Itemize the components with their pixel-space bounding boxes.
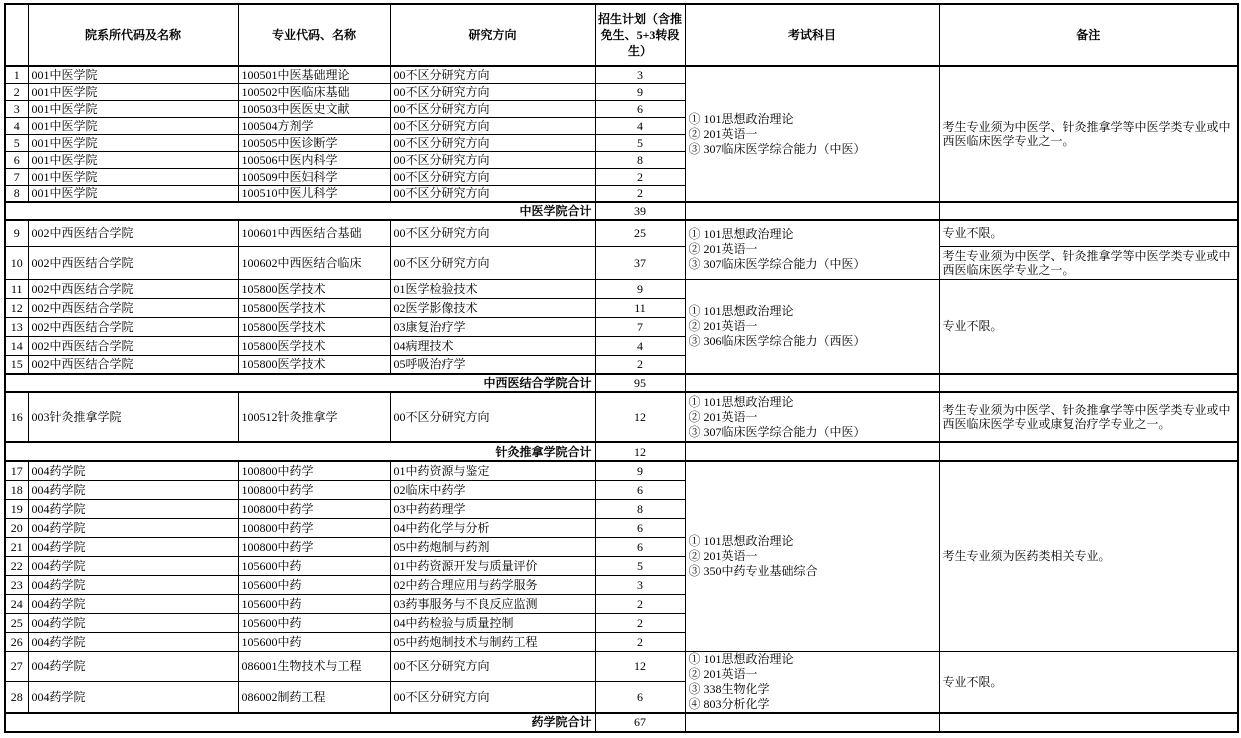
cell-major: 100800中药学	[238, 461, 390, 480]
subtotal-remark-cell	[939, 713, 1238, 732]
cell-row-number: 15	[5, 355, 28, 374]
cell-dept: 002中西医结合学院	[28, 355, 238, 374]
cell-major: 100800中药学	[238, 480, 390, 499]
subtotal-label: 药学院合计	[5, 713, 595, 732]
cell-plan-value: 9	[595, 83, 685, 100]
cell-row-number: 22	[5, 556, 28, 575]
cell-remark: 考生专业须为医药类相关专业。	[939, 461, 1238, 651]
cell-remark: 专业不限。	[939, 220, 1238, 246]
cell-major: 100504方剂学	[238, 117, 390, 134]
exam-subject-line: ③ 307临床医学综合能力（中医）	[688, 257, 866, 272]
cell-plan-value: 8	[595, 151, 685, 168]
header-row	[5, 4, 1238, 66]
exam-subject-line: ③ 338生物化学	[688, 681, 770, 696]
subtotal-plan-value: 39	[595, 202, 685, 220]
cell-row-number: 23	[5, 575, 28, 594]
cell-remark: 专业不限。	[939, 279, 1238, 374]
cell-plan-value: 12	[595, 651, 685, 682]
cell-direction: 00不区分研究方向	[390, 134, 595, 151]
cell-plan-value: 11	[595, 298, 685, 317]
cell-dept: 004药学院	[28, 499, 238, 518]
cell-direction: 02医学影像技术	[390, 298, 595, 317]
cell-major: 100505中医诊断学	[238, 134, 390, 151]
cell-major: 105800医学技术	[238, 355, 390, 374]
cell-row-number: 6	[5, 151, 28, 168]
exam-subject-line: ③ 306临床医学综合能力（西医）	[688, 333, 866, 348]
cell-major: 100501中医基础理论	[238, 66, 390, 83]
cell-direction: 00不区分研究方向	[390, 220, 595, 246]
cell-row-number: 25	[5, 613, 28, 632]
subtotal-plan-value: 67	[595, 713, 685, 732]
cell-direction: 00不区分研究方向	[390, 168, 595, 185]
cell-direction: 00不区分研究方向	[390, 185, 595, 202]
cell-plan-value: 2	[595, 632, 685, 651]
cell-direction: 04中药化学与分析	[390, 518, 595, 537]
cell-row-number: 5	[5, 134, 28, 151]
cell-row-number: 14	[5, 336, 28, 355]
subtotal-row	[5, 202, 1238, 220]
cell-plan-value: 6	[595, 100, 685, 117]
cell-dept: 001中医学院	[28, 168, 238, 185]
cell-major: 100800中药学	[238, 518, 390, 537]
table-row	[5, 66, 1238, 83]
cell-dept: 003针灸推拿学院	[28, 392, 238, 442]
cell-dept: 004药学院	[28, 575, 238, 594]
exam-subject-line: ③ 307临床医学综合能力（中医）	[688, 424, 866, 439]
cell-dept: 004药学院	[28, 461, 238, 480]
cell-remark: 考生专业须为中医学、针灸推拿学等中医学类专业或中西医临床医学专业之一。	[939, 66, 1238, 202]
cell-direction: 00不区分研究方向	[390, 83, 595, 100]
cell-plan-value: 6	[595, 480, 685, 499]
cell-plan-value: 8	[595, 499, 685, 518]
cell-direction: 05中药炮制技术与制药工程	[390, 632, 595, 651]
exam-subject-line: ② 201英语一	[688, 318, 758, 333]
cell-dept: 004药学院	[28, 537, 238, 556]
cell-major: 086002制药工程	[238, 682, 390, 713]
subtotal-remark-cell	[939, 202, 1238, 220]
cell-direction: 02临床中药学	[390, 480, 595, 499]
exam-subject-line: ① 101思想政治理论	[688, 227, 794, 242]
cell-plan-value: 2	[595, 168, 685, 185]
exam-subject-line: ③ 307临床医学综合能力（中医）	[688, 141, 866, 156]
cell-dept: 004药学院	[28, 651, 238, 682]
cell-row-number: 20	[5, 518, 28, 537]
cell-direction: 00不区分研究方向	[390, 151, 595, 168]
cell-dept: 004药学院	[28, 518, 238, 537]
cell-major: 105600中药	[238, 594, 390, 613]
cell-dept: 004药学院	[28, 682, 238, 713]
cell-plan-value: 25	[595, 220, 685, 246]
cell-dept: 001中医学院	[28, 100, 238, 117]
cell-plan-value: 9	[595, 461, 685, 480]
cell-row-number: 7	[5, 168, 28, 185]
table-row	[5, 279, 1238, 298]
cell-plan-value: 2	[595, 185, 685, 202]
cell-row-number: 3	[5, 100, 28, 117]
exam-subject-line: ② 201英语一	[688, 242, 758, 257]
subtotal-exam-cell	[685, 442, 939, 461]
header-major: 专业代码、名称	[238, 4, 390, 66]
admissions-plan-table	[4, 3, 1239, 733]
cell-direction: 00不区分研究方向	[390, 117, 595, 134]
cell-major: 105800医学技术	[238, 279, 390, 298]
cell-plan-value: 4	[595, 336, 685, 355]
subtotal-label: 中西医结合学院合计	[5, 374, 595, 392]
cell-dept: 004药学院	[28, 632, 238, 651]
cell-plan-value: 7	[595, 317, 685, 336]
header-direction: 研究方向	[390, 4, 595, 66]
cell-dept: 004药学院	[28, 480, 238, 499]
cell-row-number: 16	[5, 392, 28, 442]
cell-dept: 001中医学院	[28, 66, 238, 83]
cell-remark: 考生专业须为中医学、针灸推拿学等中医学类专业或中西医临床医学专业或康复治疗学专业之一。	[939, 392, 1238, 442]
cell-dept: 001中医学院	[28, 117, 238, 134]
cell-direction: 05中药炮制与药剂	[390, 537, 595, 556]
cell-plan-value: 2	[595, 594, 685, 613]
cell-major: 105600中药	[238, 556, 390, 575]
cell-plan-value: 5	[595, 134, 685, 151]
cell-major: 105800医学技术	[238, 298, 390, 317]
subtotal-row	[5, 713, 1238, 732]
cell-dept: 002中西医结合学院	[28, 279, 238, 298]
cell-row-number: 17	[5, 461, 28, 480]
cell-exam-subjects	[685, 279, 939, 374]
cell-plan-value: 6	[595, 537, 685, 556]
subtotal-row	[5, 374, 1238, 392]
cell-direction: 02中药合理应用与药学服务	[390, 575, 595, 594]
cell-direction: 00不区分研究方向	[390, 100, 595, 117]
cell-plan-value: 3	[595, 575, 685, 594]
table-body	[5, 66, 1238, 732]
cell-plan-value: 5	[595, 556, 685, 575]
cell-row-number: 4	[5, 117, 28, 134]
cell-exam-subjects	[685, 66, 939, 202]
cell-direction: 04中药检验与质量控制	[390, 613, 595, 632]
cell-dept: 001中医学院	[28, 151, 238, 168]
cell-exam-subjects	[685, 220, 939, 279]
subtotal-plan-value: 12	[595, 442, 685, 461]
cell-major: 100800中药学	[238, 499, 390, 518]
cell-major: 105800医学技术	[238, 317, 390, 336]
cell-dept: 004药学院	[28, 613, 238, 632]
exam-subject-line: ② 201英语一	[688, 409, 758, 424]
exam-subject-line: ① 101思想政治理论	[688, 111, 794, 126]
cell-dept: 004药学院	[28, 556, 238, 575]
cell-major: 100602中西医结合临床	[238, 246, 390, 279]
cell-dept: 001中医学院	[28, 83, 238, 100]
cell-exam-subjects	[685, 392, 939, 442]
exam-subject-line: ④ 803分析化学	[688, 696, 770, 711]
table-row	[5, 220, 1238, 246]
cell-row-number: 19	[5, 499, 28, 518]
cell-major: 100601中西医结合基础	[238, 220, 390, 246]
subtotal-plan-value: 95	[595, 374, 685, 392]
table-row	[5, 461, 1238, 480]
cell-dept: 002中西医结合学院	[28, 246, 238, 279]
cell-direction: 00不区分研究方向	[390, 651, 595, 682]
cell-row-number: 10	[5, 246, 28, 279]
subtotal-label: 中医学院合计	[5, 202, 595, 220]
cell-major: 100506中医内科学	[238, 151, 390, 168]
cell-row-number: 8	[5, 185, 28, 202]
header-remark: 备注	[939, 4, 1238, 66]
cell-dept: 002中西医结合学院	[28, 220, 238, 246]
cell-direction: 04病理技术	[390, 336, 595, 355]
cell-plan-value: 6	[595, 682, 685, 713]
cell-major: 105800医学技术	[238, 336, 390, 355]
cell-dept: 001中医学院	[28, 134, 238, 151]
cell-direction: 03中药药理学	[390, 499, 595, 518]
cell-plan-value: 3	[595, 66, 685, 83]
header-dept: 院系所代码及名称	[28, 4, 238, 66]
header-exam: 考试科目	[685, 4, 939, 66]
subtotal-exam-cell	[685, 202, 939, 220]
cell-direction: 00不区分研究方向	[390, 66, 595, 83]
exam-subject-line: ① 101思想政治理论	[688, 533, 794, 548]
exam-subject-line: ② 201英语一	[688, 548, 758, 563]
subtotal-exam-cell	[685, 713, 939, 732]
cell-plan-value: 4	[595, 117, 685, 134]
exam-subject-line: ② 201英语一	[688, 126, 758, 141]
exam-subject-line: ① 101思想政治理论	[688, 394, 794, 409]
subtotal-remark-cell	[939, 442, 1238, 461]
cell-exam-subjects	[685, 651, 939, 713]
cell-direction: 00不区分研究方向	[390, 392, 595, 442]
cell-major: 105600中药	[238, 632, 390, 651]
cell-direction: 03药事服务与不良反应监测	[390, 594, 595, 613]
cell-major: 100512针灸推拿学	[238, 392, 390, 442]
cell-direction: 01中药资源与鉴定	[390, 461, 595, 480]
exam-subject-line: ① 101思想政治理论	[688, 303, 794, 318]
cell-major: 100503中医医史文献	[238, 100, 390, 117]
cell-dept: 002中西医结合学院	[28, 336, 238, 355]
cell-dept: 002中西医结合学院	[28, 298, 238, 317]
exam-subject-line: ② 201英语一	[688, 666, 758, 681]
cell-row-number: 9	[5, 220, 28, 246]
cell-direction: 00不区分研究方向	[390, 246, 595, 279]
cell-dept: 001中医学院	[28, 185, 238, 202]
cell-direction: 03康复治疗学	[390, 317, 595, 336]
cell-row-number: 11	[5, 279, 28, 298]
cell-major: 100509中医妇科学	[238, 168, 390, 185]
cell-direction: 00不区分研究方向	[390, 682, 595, 713]
table-row	[5, 392, 1238, 442]
cell-plan-value: 12	[595, 392, 685, 442]
cell-major: 100800中药学	[238, 537, 390, 556]
cell-remark: 考生专业须为中医学、针灸推拿学等中医学类专业或中西医临床医学专业之一。	[939, 246, 1238, 279]
cell-exam-subjects	[685, 461, 939, 651]
cell-row-number: 28	[5, 682, 28, 713]
cell-row-number: 24	[5, 594, 28, 613]
table-row	[5, 246, 1238, 279]
cell-row-number: 21	[5, 537, 28, 556]
cell-direction: 05呼吸治疗学	[390, 355, 595, 374]
cell-row-number: 2	[5, 83, 28, 100]
subtotal-remark-cell	[939, 374, 1238, 392]
cell-major: 100510中医儿科学	[238, 185, 390, 202]
cell-plan-value: 9	[595, 279, 685, 298]
cell-dept: 004药学院	[28, 594, 238, 613]
cell-major: 086001生物技术与工程	[238, 651, 390, 682]
cell-row-number: 1	[5, 66, 28, 83]
subtotal-exam-cell	[685, 374, 939, 392]
cell-plan-value: 37	[595, 246, 685, 279]
table-header	[5, 4, 1238, 66]
cell-major: 105600中药	[238, 613, 390, 632]
table-row	[5, 651, 1238, 682]
cell-row-number: 13	[5, 317, 28, 336]
subtotal-row	[5, 442, 1238, 461]
cell-row-number: 26	[5, 632, 28, 651]
cell-dept: 002中西医结合学院	[28, 317, 238, 336]
cell-row-number: 18	[5, 480, 28, 499]
cell-major: 105600中药	[238, 575, 390, 594]
cell-row-number: 27	[5, 651, 28, 682]
cell-plan-value: 2	[595, 355, 685, 374]
header-plan: 招生计划（含推免生、5+3转段生）	[595, 4, 685, 66]
header-row-number	[5, 4, 28, 66]
cell-direction: 01医学检验技术	[390, 279, 595, 298]
cell-remark: 专业不限。	[939, 651, 1238, 713]
cell-major: 100502中医临床基础	[238, 83, 390, 100]
cell-plan-value: 2	[595, 613, 685, 632]
cell-row-number: 12	[5, 298, 28, 317]
cell-plan-value: 6	[595, 518, 685, 537]
exam-subject-line: ③ 350中药专业基础综合	[688, 563, 818, 578]
cell-direction: 01中药资源开发与质量评价	[390, 556, 595, 575]
exam-subject-line: ① 101思想政治理论	[688, 651, 794, 666]
subtotal-label: 针灸推拿学院合计	[5, 442, 595, 461]
